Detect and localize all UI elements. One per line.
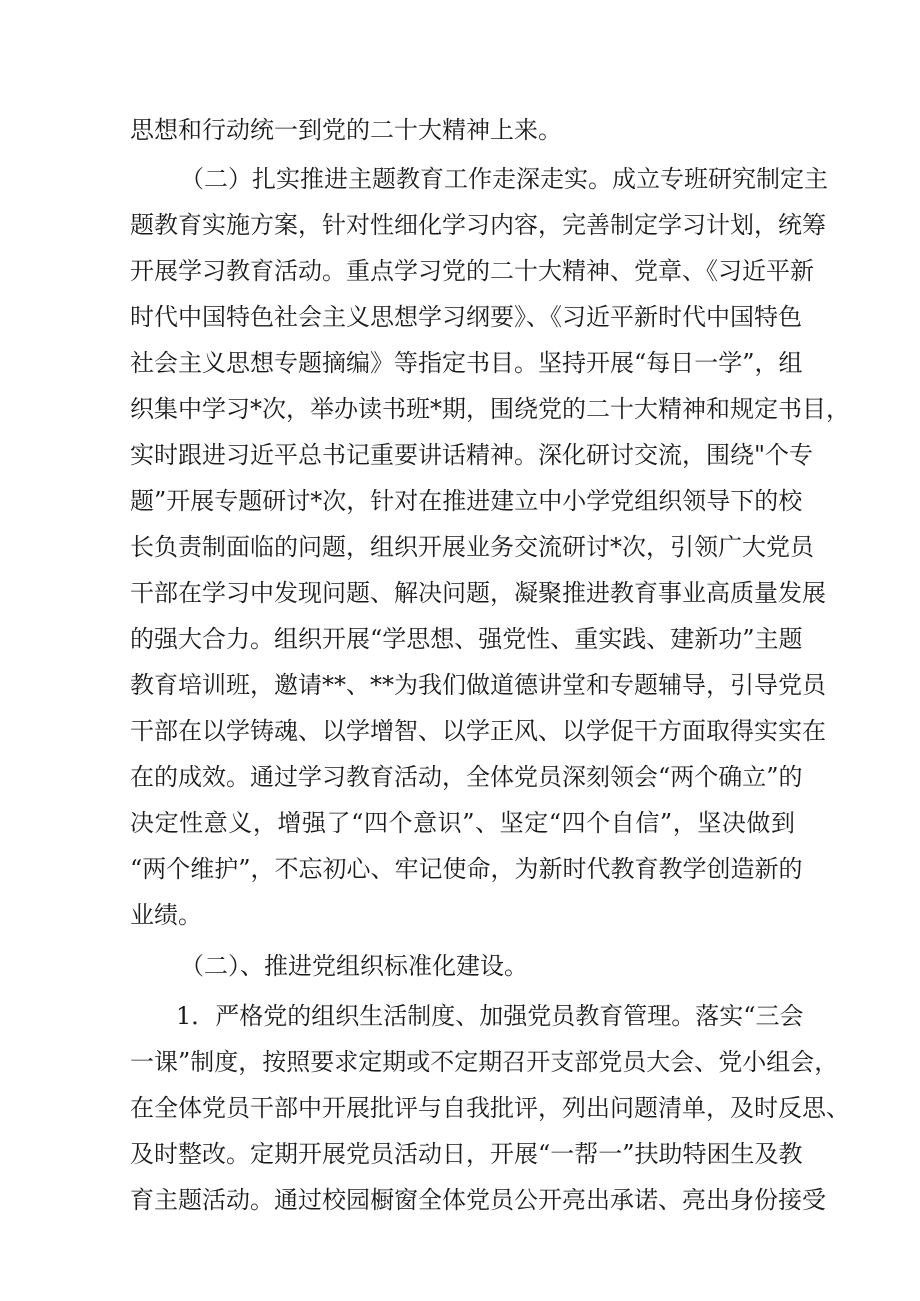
text-line: 时代中国特色社会主义思想学习纲要》、《习近平新时代中国特色 [130,303,802,331]
text-line: 的强大合力。组织开展“学思想、强党性、重实践、建新功”主题 [130,625,803,653]
text-line: 干部在学习中发现问题、解决问题，凝聚推进教育事业高质量发展 [130,579,826,607]
text-line: 思想和行动统一到党的二十大精神上来。 [130,116,562,144]
text-line: 在全体党员干部中开展批评与自我批评，列出问题清单，及时反思、 [130,1094,850,1122]
text-line: 一课”制度，按照要求定期或不定期召开支部党员大会、党小组会， [130,1048,839,1076]
text-line: 长负责制面临的问题，组织开展业务交流研讨*次，引领广大党员 [130,533,814,561]
text-line: 实时跟进习近平总书记重要讲话精神。深化研讨交流，围绕"个专 [130,441,814,469]
text-line: 题教育实施方案，针对性细化学习内容，完善制定学习计划，统筹 [130,211,826,239]
text-line: 织集中学习*次，举办读书班*期，围绕党的二十大精神和规定书目， [130,395,850,423]
text-line: 在的成效。通过学习教育活动，全体党员深刻领会“两个确立”的 [130,763,803,791]
text-line: 社会主义思想专题摘编》等指定书目。坚持开展“每日一学”，组 [130,349,803,377]
text-line: （二）扎实推进主题教育工作走深走实。成立专班研究制定主 [180,165,828,193]
text-line: 干部在以学铸魂、以学增智、以学正风、以学促干方面取得实实在 [130,717,826,745]
text-line: 及时整改。定期开展党员活动日，开展“一帮一”扶助特困生及教 [130,1140,803,1168]
section-heading: （二）、推进党组织标准化建设。 [180,952,528,980]
text-line: 育主题活动。通过校园橱窗全体党员公开亮出承诺、亮出身份接受 [130,1186,826,1214]
text-line: 业绩。 [130,901,202,929]
text-line: 题”开展专题研讨*次，针对在推进建立中小学党组织领导下的校 [130,487,803,515]
text-line: “两个维护”，不忘初心、牢记使命，为新时代教育教学创造新的 [130,855,803,883]
text-line: 决定性意义，增强了“四个意识”、坚定“四个自信”，坚决做到 [130,809,795,837]
text-line: 教育培训班，邀请**、**为我们做道德讲堂和专题辅导，引导党员 [130,671,826,699]
text-line: 开展学习教育活动。重点学习党的二十大精神、党章、《习近平新 [130,257,814,285]
text-line: 1．严格党的组织生活制度、加强党员教育管理。落实“三会 [176,1002,804,1030]
